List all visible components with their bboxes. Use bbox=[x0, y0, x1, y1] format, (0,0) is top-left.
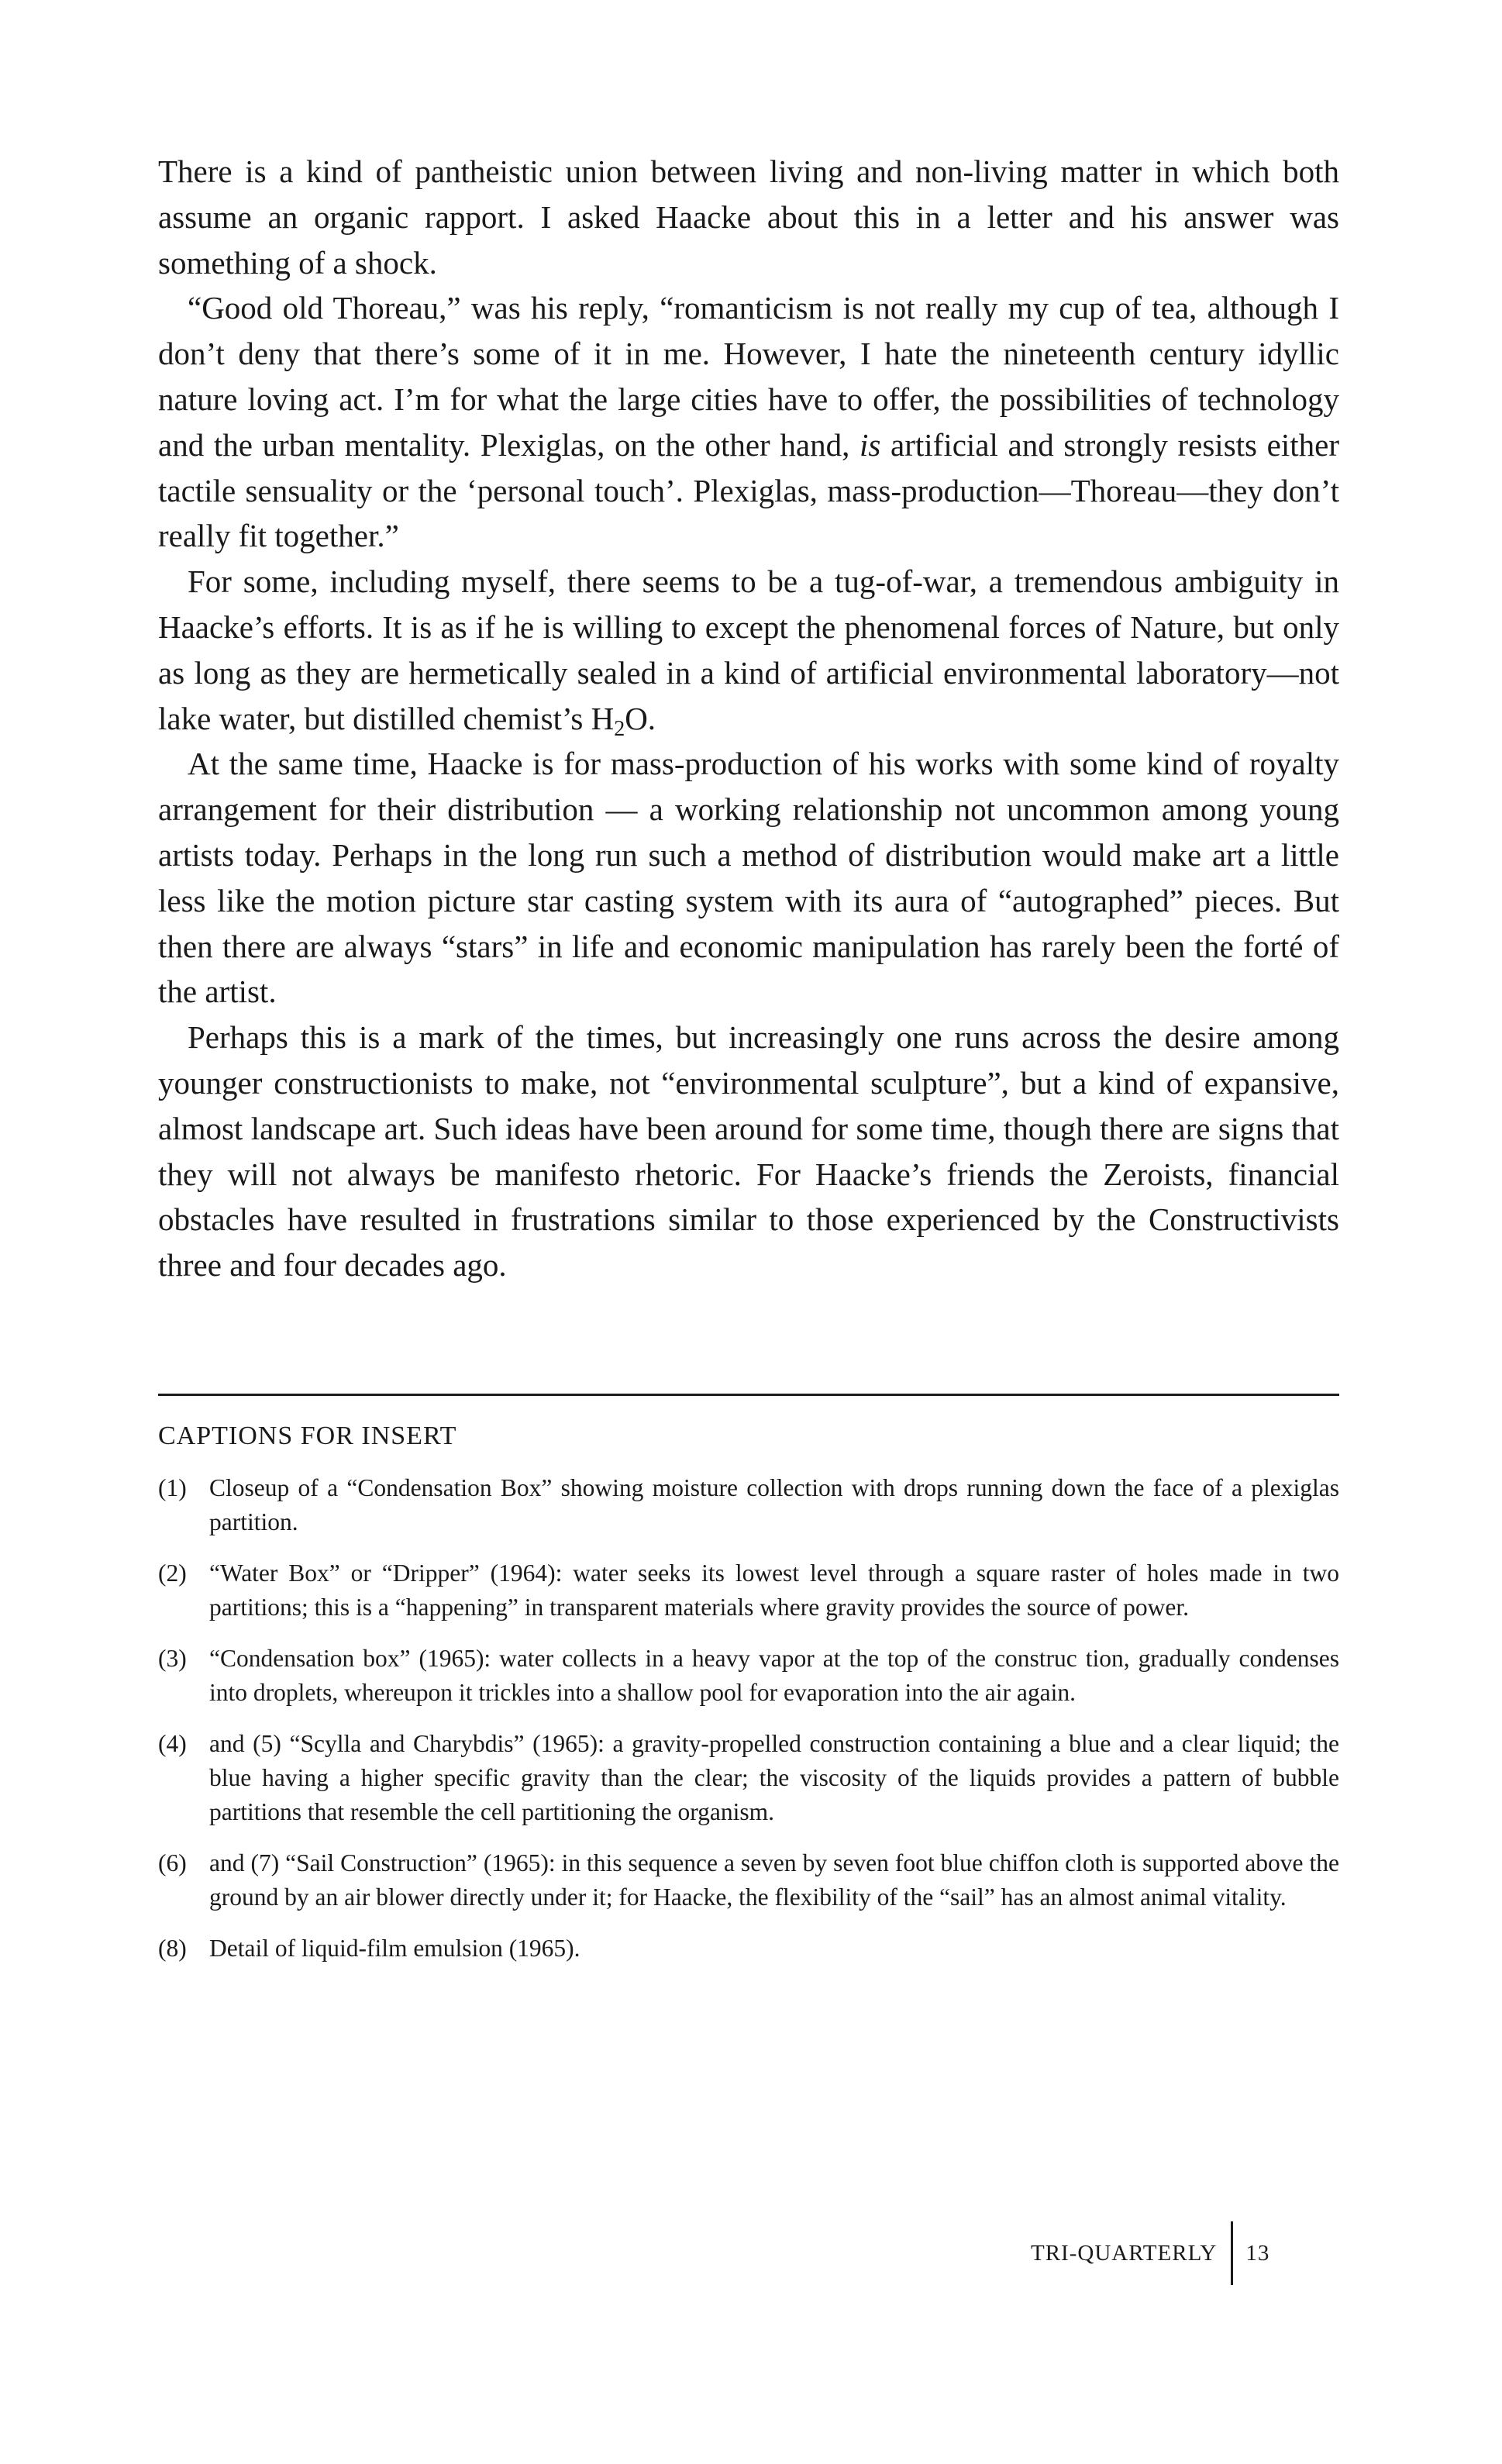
paragraph-3-subscript: 2 bbox=[614, 716, 625, 741]
caption-text: “Condensation box” (1965): water collects in a heavy vapor at the top of the construc tion, gradually condenses into droplets, whereupon it trickles into a shallow pool for evaporation into the air again. bbox=[209, 1645, 1339, 1706]
page-footer bbox=[1031, 2221, 1269, 2285]
paragraph-1: There is a kind of pantheistic union between living and non-living matter in which both assume an organic rapport. I asked Haacke about this in a letter and his answer was something of a shock. bbox=[158, 153, 1339, 281]
journal-title: TRI-QUARTERLY bbox=[1031, 2240, 1218, 2266]
caption-item bbox=[158, 1642, 1339, 1710]
caption-text: Detail of liquid-film emulsion (1965). bbox=[209, 1935, 580, 1962]
paragraph-3 bbox=[158, 559, 1339, 741]
caption-number: (8) bbox=[158, 1935, 187, 1962]
caption-number: (6) bbox=[158, 1849, 187, 1876]
caption-number: (1) bbox=[158, 1474, 187, 1501]
paragraph-3-text-b: O. bbox=[625, 700, 656, 736]
article-body bbox=[158, 149, 1339, 1288]
paragraph-2-text-b: artificial and strongly resists either tactile sensuality or the ‘personal touch’. Plexiglas, mass-production—Thoreau—they don’t really fit together.” bbox=[158, 426, 1339, 554]
caption-item bbox=[158, 1727, 1339, 1829]
section-divider bbox=[158, 1394, 1339, 1396]
captions-list bbox=[158, 1471, 1339, 1983]
captions-heading: CAPTIONS FOR INSERT bbox=[158, 1422, 457, 1450]
paragraph-5: Perhaps this is a mark of the times, but increasingly one runs across the desire among younger constructionists to make, not “environmental sculpture”, but a kind of expansive, almost landscape art. Such ideas have been around for some time, though there are signs that they will not always be manifesto rhetoric. For Haacke’s friends the Zeroists, financial obstacles have resulted in frustrations similar to those experienced by the Constructivists three and four decades ago. bbox=[158, 1019, 1339, 1284]
paragraph-4: At the same time, Haacke is for mass-production of his works with some kind of royalty arrangement for their distribution — a working relationship not uncommon among young artists today. Perhaps in the long run such a method of distribution would make art a little less like the motion picture star casting system with its aura of “autographed” pieces. But then there are always “stars” in life and economic manipulation has rarely been the forté of the artist. bbox=[158, 746, 1339, 1010]
paragraph-3-text-a: For some, including myself, there seems to be a tug-of-war, a tremendous ambiguity in Haacke’s efforts. It is as if he is willing to except the phenomenal forces of Nature, but only as long as they are hermetically sealed in a kind of artificial environmental laboratory—not lake water, but distilled chemist’s H bbox=[158, 563, 1339, 736]
caption-item bbox=[158, 1471, 1339, 1539]
paragraph-2-emphasis: is bbox=[860, 426, 881, 463]
caption-number: (2) bbox=[158, 1559, 187, 1587]
caption-item bbox=[158, 1556, 1339, 1625]
caption-item bbox=[158, 1846, 1339, 1914]
caption-item bbox=[158, 1932, 1339, 1966]
caption-text: and (7) “Sail Construction” (1965): in this sequence a seven by seven foot blue chiffon cloth is supported above the ground by an air blower directly under it; for Haacke, the flexibility of the “sail” has an almost animal vitality. bbox=[209, 1849, 1339, 1911]
caption-text: “Water Box” or “Dripper” (1964): water seeks its lowest level through a square raster of holes made in two partitions; this is a “happening” in transparent materials where gravity provides the source of power. bbox=[209, 1559, 1339, 1621]
page-number: 13 bbox=[1245, 2240, 1270, 2266]
caption-number: (4) bbox=[158, 1730, 187, 1757]
caption-number: (3) bbox=[158, 1645, 187, 1672]
paragraph-2-text-a: “Good old Thoreau,” was his reply, “romanticism is not really my cup of tea, although I don’t deny that there’s some of it in me. However, I hate the nineteenth century idyllic nature loving act. I’m for what the large cities have to offer, the possibilities of technology and the urban mentality. Plexiglas, on the other hand, bbox=[158, 290, 1339, 463]
caption-text: and (5) “Scylla and Charybdis” (1965): a gravity-propelled construction containing a blue and a clear liquid; the blue having a higher specific gravity than the clear; the viscosity of the liquids provides a pattern of bubble partitions that resemble the cell partitioning the organism. bbox=[209, 1730, 1339, 1825]
paragraph-2 bbox=[158, 285, 1339, 559]
caption-text: Closeup of a “Condensation Box” showing moisture collection with drops running down the face of a plexiglas partition. bbox=[209, 1474, 1339, 1535]
